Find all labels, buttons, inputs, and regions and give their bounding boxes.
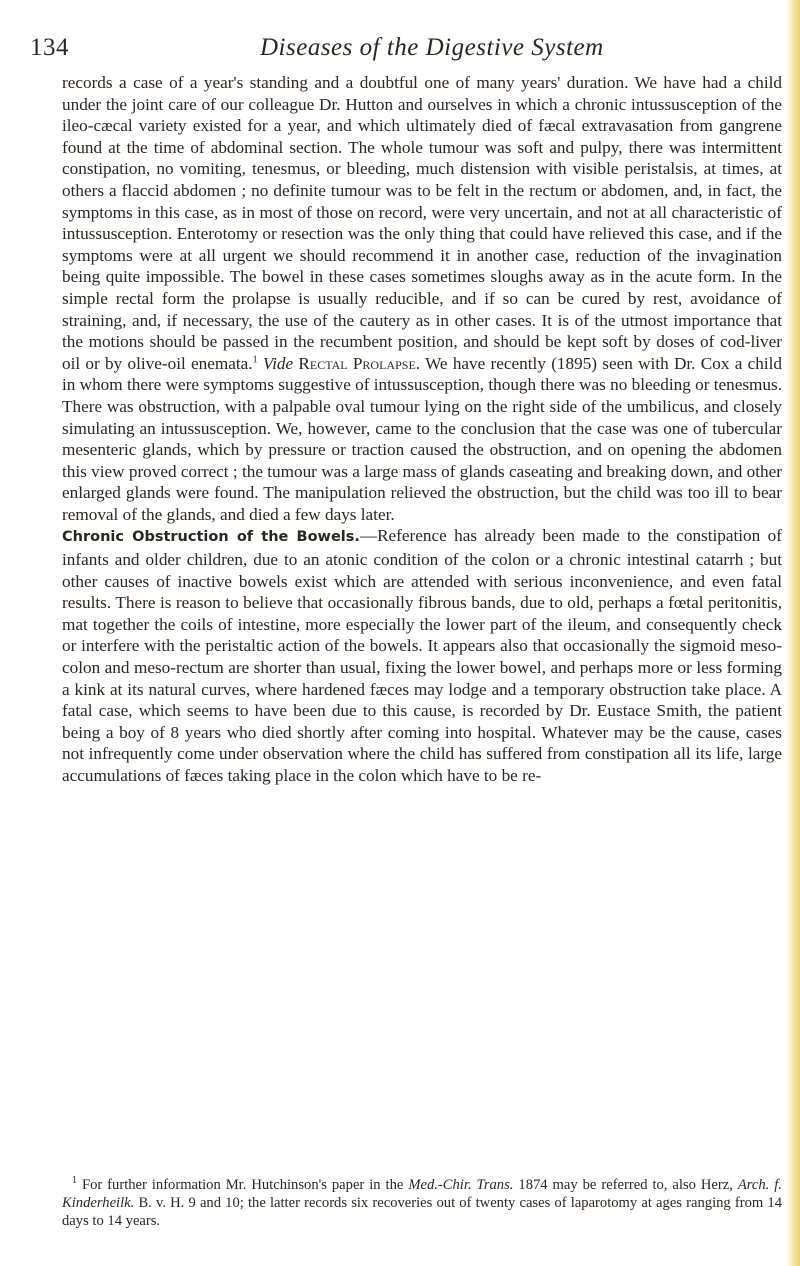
paragraph-chronic-obstruction <box>62 525 782 786</box>
paragraph-intussusception <box>62 72 782 525</box>
footnote <box>62 1176 782 1230</box>
paragraph-text: We have recently (1895) seen with Dr. Cox a child in whom there were symptoms suggestive of intussusception, though there was no bleeding or tenesmus. There was obstruction, with a palpable oval tumour lying on the right side of the umbilicus, and closely simulating an intussusception. We, however, came to the conclusion that the case was one of tubercular mesenteric glands, which by pressure or traction caused the obstruction, and on opening the abdomen this view proved correct ; the tumour was a large mass of glands caseating and breaking down, and other enlarged glands were found. The manipulation relieved the obstruction, but the child was too ill to bear removal of the glands, and died a few days later. <box>62 353 782 524</box>
section-heading: Chronic Obstruction of the Bowels. <box>62 529 360 546</box>
body-text <box>62 72 782 787</box>
paragraph-text: records a case of a year's standing and a doubtful one of many years' duration. We have had a child under the joint care of our colleague Dr. Hutton and ourselves in which a chronic intussusception of the ileo-cæcal variety existed for a year, and which ultimately died of fæcal extravasation from gangrene found at the time of abdominal section. The whole tumour was soft and pulpy, there was intermittent constipation, no vomiting, tenesmus, or bleeding, much distension with visible peristalsis, at times, at others a flaccid abdomen ; no definite tumour was to be felt in the rectum or abdomen, and, in fact, the symptoms in this case, as in most of those on record, were very uncertain, and not at all characteristic of intussusception. Enterotomy or resection was the only thing that could have relieved this case, and if the symptoms were at all urgent we should recommend it in another case, reduction of the invagination being quite impossible. The bowel in these cases sometimes sloughs away as in the acute form. In the simple rectal form the prolapse is usually reducible, and if so can be cured by rest, avoidance of straining, and, if necessary, the use of the cautery as in other cases. It is of the utmost importance that the motions should be passed in the recumbent position, and should be kept soft by doses of cod-liver oil or by olive-oil enemata. <box>62 73 782 373</box>
vide-word: Vide <box>262 353 294 373</box>
cross-reference: Rectal Prolapse. <box>298 353 421 373</box>
footnote-mark: 1 <box>72 1175 77 1187</box>
page-header <box>30 34 770 68</box>
footnote-text: 1874 may be referred to, also Herz, <box>518 1177 733 1193</box>
footnote-text: For further information Mr. Hutchinson's paper in the <box>81 1177 404 1193</box>
paragraph-text: —Reference has already been made to the constipation of infants and older children, due to an atonic condition of the colon or a chronic intestinal catarrh ; but other causes of inactive bowels exist which are attended with serious inconvenience, and even fatal results. There is reason to believe that occasionally fibrous bands, due to old, perhaps a fœtal peritonitis, mat together the coils of intestine, more especially the lower part of the ileum, and consequently check or interfere with the peristaltic action of the bowels. It appears also that occasionally the sigmoid meso-colon and meso-rectum are shorter than usual, fixing the lower bowel, and perhaps more or less forming a kink at its natural curves, where hardened fæces may lodge and a temporary obstruction take place. A fatal case, which seems to have been due to this cause, is recorded by Dr. Eustace Smith, the patient being a boy of 8 years who died shortly after coming into hospital. Whatever may be the cause, cases not infrequently come under observation where the child has suffered from constipation all its life, large accumulations of fæces taking place in the colon which have to be re- <box>62 526 782 785</box>
page-number: 134 <box>30 34 69 61</box>
journal-title: Med.-Chir. Trans. <box>408 1177 514 1193</box>
footnote-text: B. v. H. 9 and 10; the latter records six recoveries out of twenty cases of laparotomy at ages ranging from 14 days to 14 years. <box>62 1195 782 1229</box>
footnote-reference: 1 <box>252 353 258 365</box>
page-edge-stain <box>786 0 800 1266</box>
running-title: Diseases of the Digestive System <box>260 34 604 61</box>
journal-title: Arch. f. Kinderheilk. <box>62 1177 782 1211</box>
